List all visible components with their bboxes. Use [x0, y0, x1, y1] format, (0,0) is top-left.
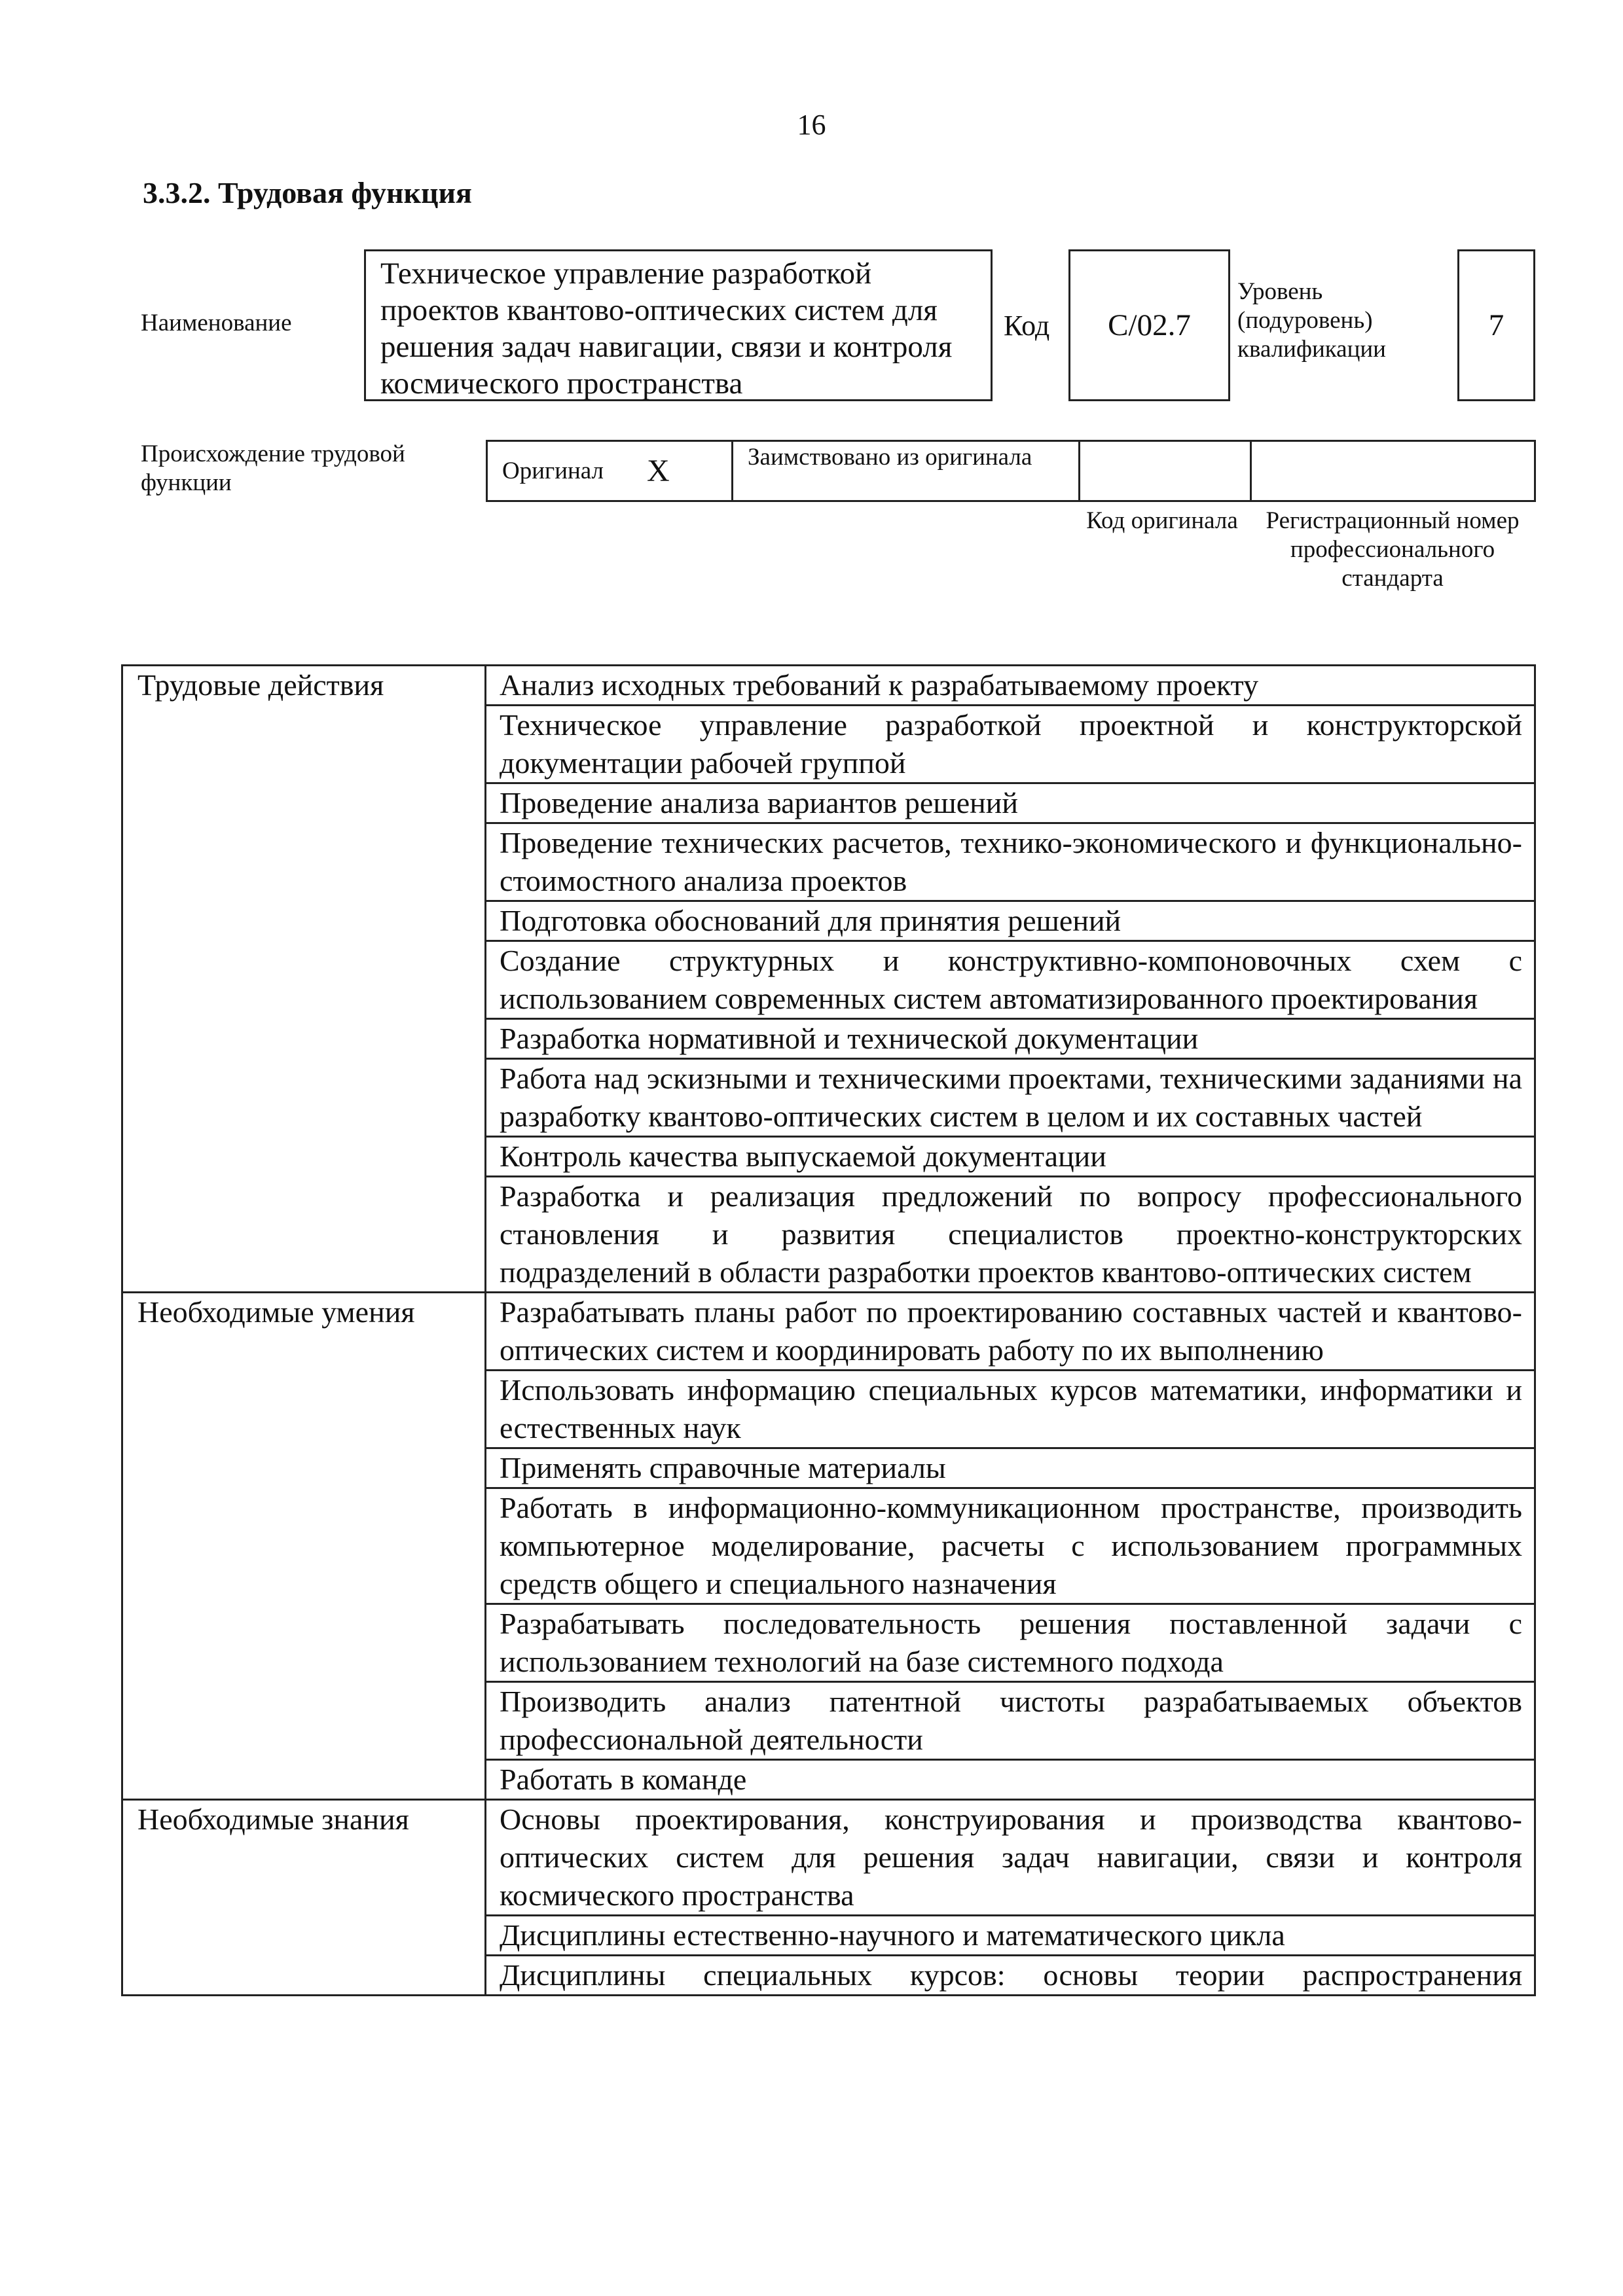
- section-title-skills: Необходимые умения: [122, 1293, 486, 1800]
- table-cell: Разрабатывать последовательность решения поставленной задачи с использованием технологий на базе системного подхода: [486, 1604, 1535, 1682]
- table-row: [122, 1293, 1535, 1371]
- table-cell: Работать в команде: [486, 1760, 1535, 1800]
- name-label: Наименование: [141, 310, 292, 336]
- table-cell: Анализ исходных требований к разрабатываемому проекту: [486, 666, 1535, 706]
- origin-original-cell: [488, 442, 733, 500]
- code-original-label: Код оригинала: [1086, 507, 1238, 534]
- table-cell: Проведение анализа вариантов решений: [486, 783, 1535, 823]
- table-row: [122, 666, 1535, 706]
- table-cell: Проведение технических расчетов, технико-экономического и функционально-стоимостного анализа проектов: [486, 823, 1535, 901]
- origin-label: Происхождение трудовой функции: [141, 440, 405, 496]
- name-value: Техническое управление разработкой проектов квантово-оптических систем для решения задач навигации, связи и контроля космического пространства: [364, 249, 993, 401]
- section-heading: 3.3.2. Трудовая функция: [143, 176, 472, 209]
- table-cell: Разрабатывать планы работ по проектированию составных частей и квантово-оптических систем и координировать работу по их выполнению: [486, 1293, 1535, 1371]
- page-number: 16: [797, 109, 826, 141]
- table-cell: Работать в информационно-коммуникационном пространстве, производить компьютерное моделирование, расчеты с использованием программных средств общего и специального назначения: [486, 1488, 1535, 1604]
- code-value: C/02.7: [1068, 249, 1230, 401]
- original-label: Оригинал: [502, 457, 604, 484]
- table-cell: Дисциплины естественно-научного и математического цикла: [486, 1916, 1535, 1956]
- level-value: 7: [1457, 249, 1535, 401]
- original-mark: X: [647, 453, 670, 488]
- table-cell: Дисциплины специальных курсов: основы теории распространения: [486, 1956, 1535, 1996]
- table-cell: Техническое управление разработкой проектной и конструкторской документации рабочей группой: [486, 706, 1535, 783]
- section-title-knowledge: Необходимые знания: [122, 1800, 486, 1996]
- code-label: Код: [1004, 310, 1050, 342]
- table-cell: Создание структурных и конструктивно-компоновочных схем с использованием современных систем автоматизированного проектирования: [486, 941, 1535, 1019]
- level-label: Уровень (подуровень) квалификации: [1237, 278, 1386, 363]
- table-cell: Основы проектирования, конструирования и производства квантово-оптических систем для решения задач навигации, связи и контроля космического пространства: [486, 1800, 1535, 1916]
- origin-row: [486, 440, 1536, 502]
- reg-number-cell: [1252, 442, 1534, 500]
- table-cell: Контроль качества выпускаемой документации: [486, 1137, 1535, 1177]
- table-cell: Производить анализ патентной чистоты разрабатываемых объектов профессиональной деятельности: [486, 1682, 1535, 1760]
- original-code-cell: [1080, 442, 1252, 500]
- table-cell: Работа над эскизными и техническими проектами, техническими заданиями на разработку квантово-оптических систем в целом и их составных частей: [486, 1059, 1535, 1137]
- table-row: [122, 1800, 1535, 1916]
- table-cell: Подготовка обоснований для принятия решений: [486, 901, 1535, 941]
- table-cell: Разработка нормативной и технической документации: [486, 1019, 1535, 1059]
- table-cell: Применять справочные материалы: [486, 1448, 1535, 1488]
- table-cell: Использовать информацию специальных курсов математики, информатики и естественных наук: [486, 1371, 1535, 1448]
- table-cell: Разработка и реализация предложений по вопросу профессионального становления и развития специалистов проектно-конструкторских подразделений в области разработки проектов квантово-оптических систем: [486, 1177, 1535, 1293]
- function-table: [121, 664, 1536, 1996]
- reg-number-label: Регистрационный номер профессионального стандарта: [1266, 507, 1520, 592]
- section-title-actions: Трудовые действия: [122, 666, 486, 1293]
- borrowed-label: Заимствовано из оригинала: [733, 442, 1080, 500]
